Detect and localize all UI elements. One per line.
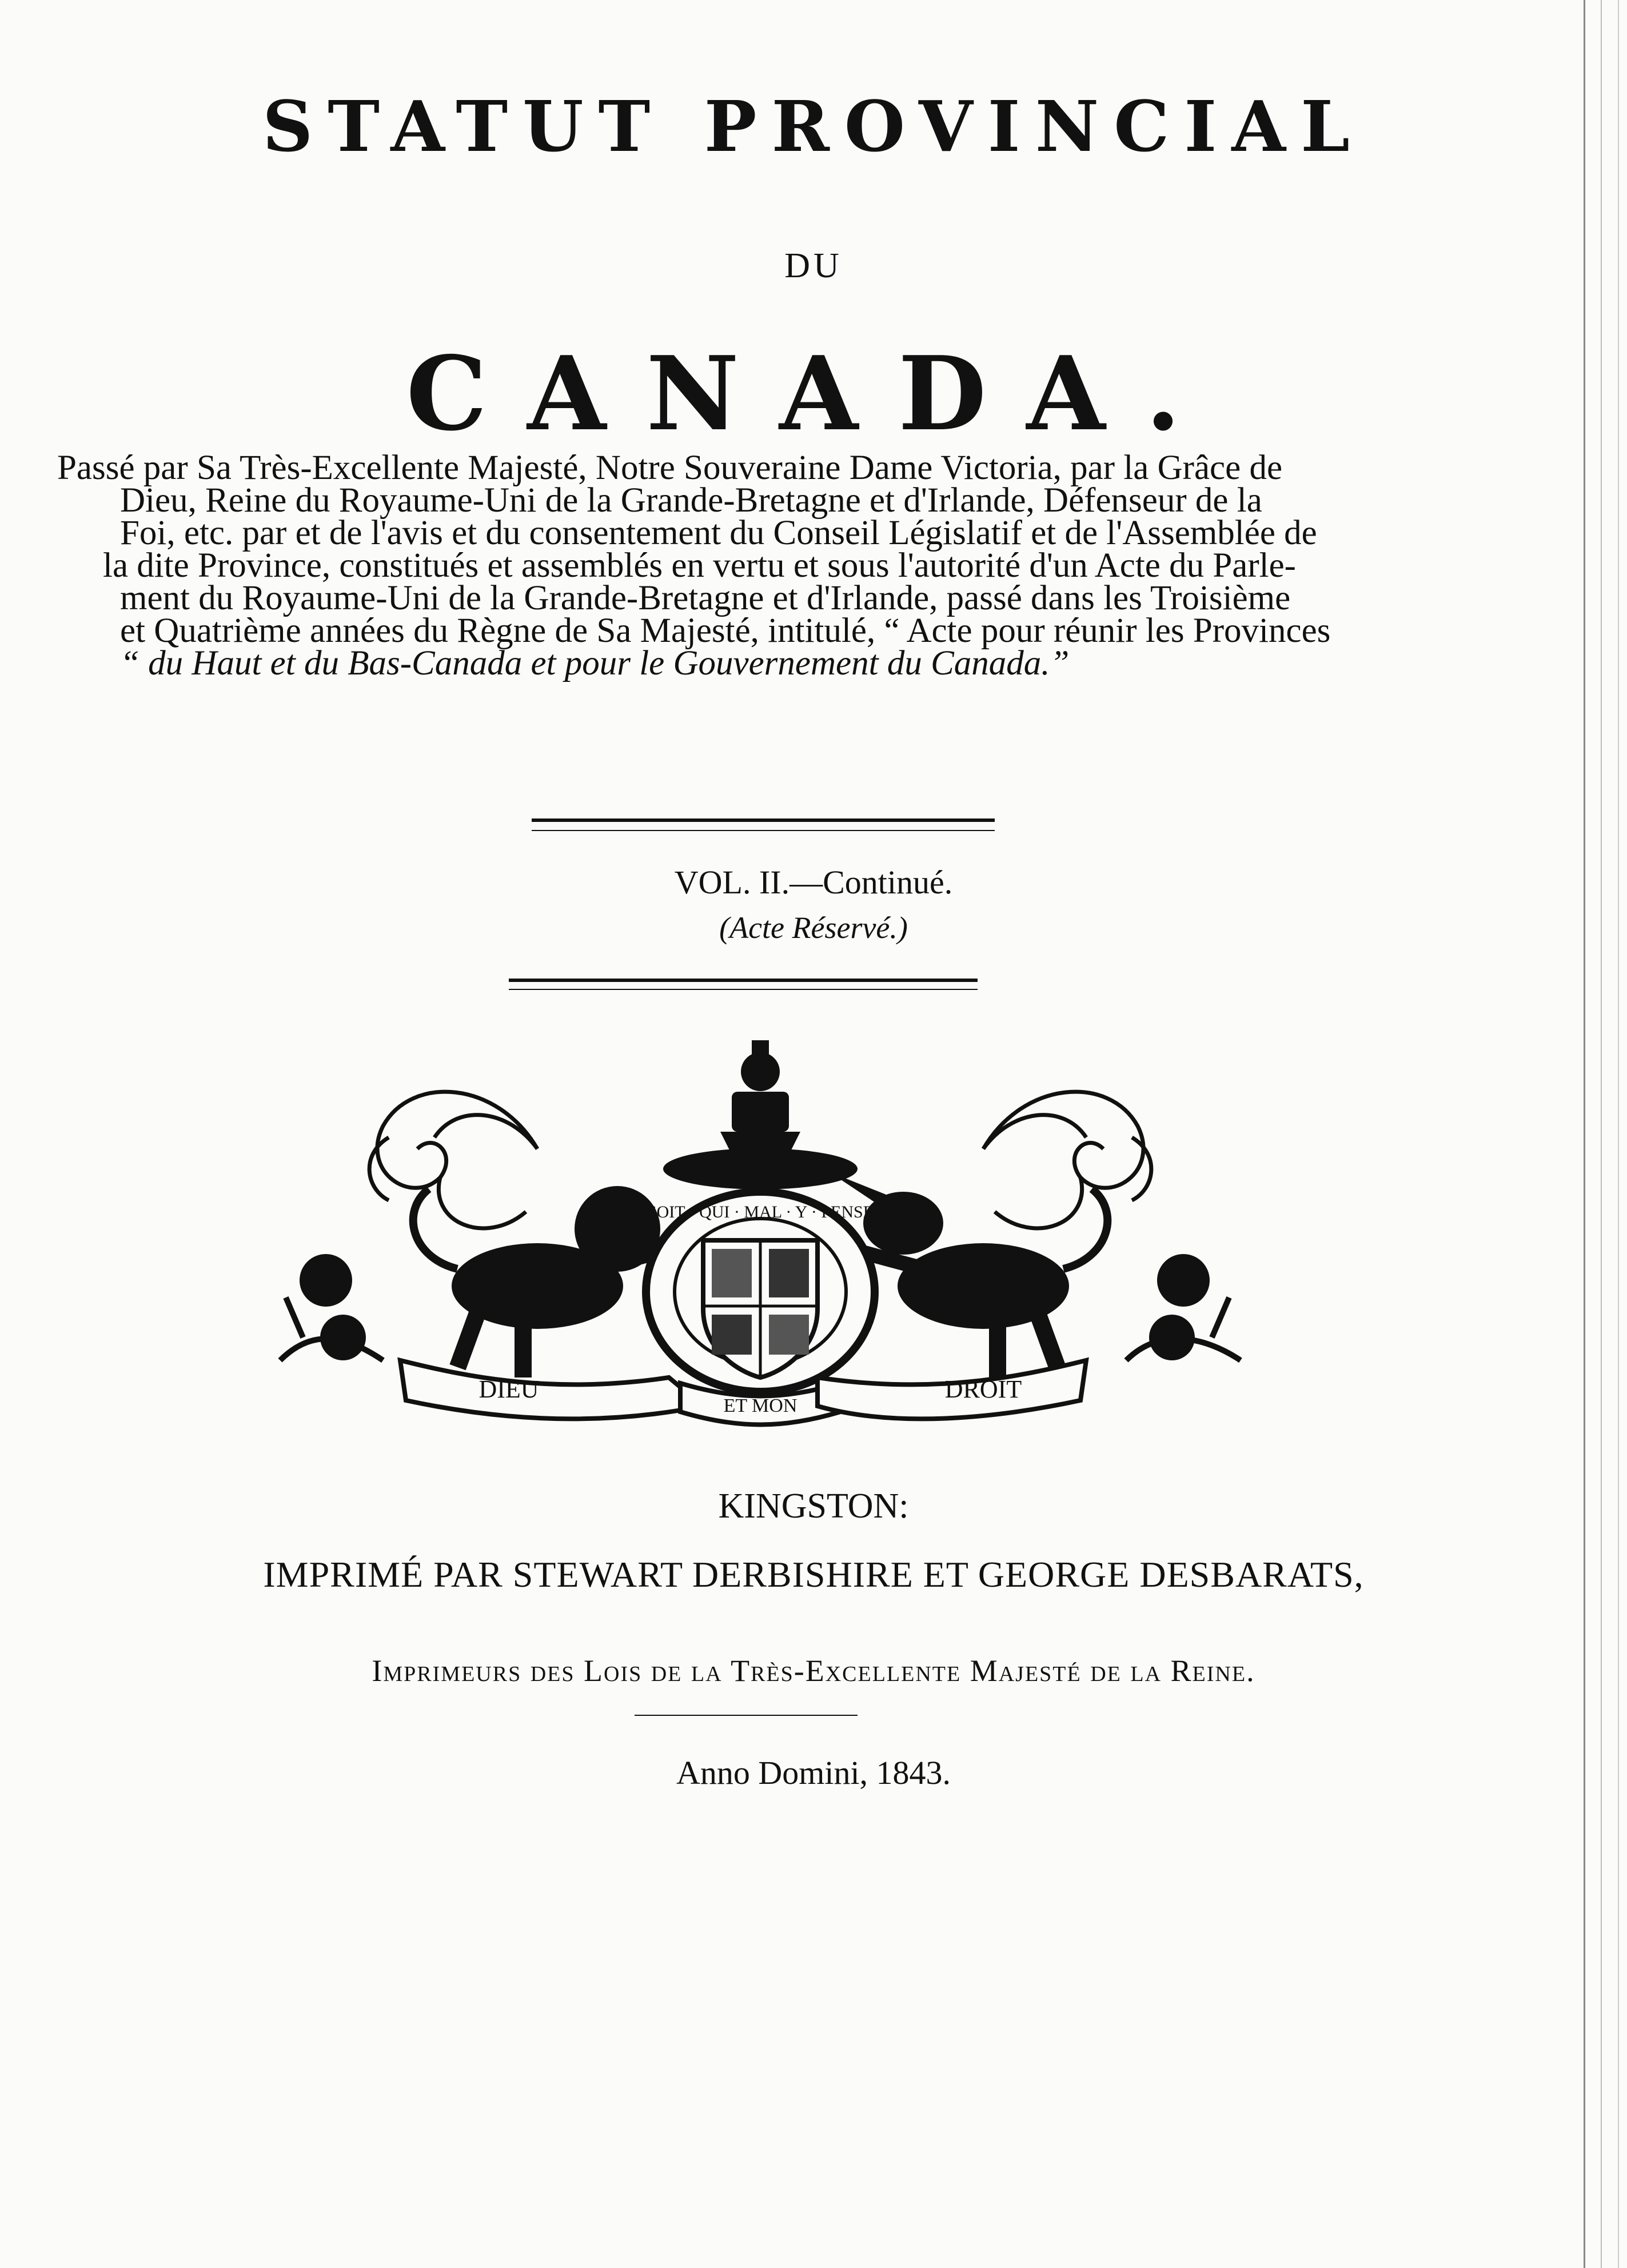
top-rule [532, 818, 995, 822]
volume-label: VOL. II.—Continué. [674, 864, 953, 901]
garter-shield [646, 1192, 875, 1392]
page-edge-speckle [1578, 0, 1627, 2268]
bottom-rule-thin [509, 989, 978, 990]
title-du: DU [784, 246, 843, 285]
garter-motto: SOIT · QUI · MAL · Y · PENSE [647, 1203, 874, 1221]
preamble-line: “ du Haut et du Bas-Canada et pour le Gouvernement du Canada.” [120, 644, 1070, 682]
preamble-line: Passé par Sa Très-Excellente Majesté, Notre Souveraine Dame Victoria, par la Grâce de [57, 449, 1283, 487]
royal-coat-of-arms-icon [269, 1040, 1252, 1440]
preamble-line: ment du Royaume-Uni de la Grande-Bretagne et d'Irlande, passé dans les Troisième [120, 579, 1291, 617]
acte-reserve: (Acte Réservé.) [719, 911, 908, 945]
preamble-line: Dieu, Reine du Royaume-Uni de la Grande-Bretagne et d'Irlande, Défenseur de la [120, 481, 1262, 520]
mantling-right [983, 1092, 1151, 1228]
publication-year: Anno Domini, 1843. [676, 1754, 951, 1791]
motto-middle: ET MON [723, 1395, 797, 1416]
country-title: CANADA. [406, 334, 1221, 453]
printers-line: IMPRIMÉ PAR STEWART DERBISHIRE ET GEORGE DESBARATS, [263, 1554, 1364, 1595]
preamble-line: la dite Province, constitués et assemblés en vertu et sous l'autorité d'un Acte du Parle- [103, 546, 1296, 585]
rose-left [280, 1254, 383, 1360]
preamble [57, 449, 1486, 682]
printers-title: Imprimeurs des Lois de la Très-Excellente Majesté de la Reine. [372, 1654, 1255, 1688]
place-of-publication: KINGSTON: [718, 1487, 909, 1526]
crest [663, 1040, 858, 1189]
mantling-left [369, 1092, 537, 1228]
rose-right [1126, 1254, 1241, 1360]
preamble-line: et Quatrième années du Règne de Sa Majesté, intitulé, “ Acte pour réunir les Provinces [120, 612, 1331, 650]
motto-left: DIEU [478, 1375, 539, 1403]
top-rule-thin [532, 830, 995, 831]
short-rule [635, 1715, 858, 1716]
preamble-line: Foi, etc. par et de l'avis et du consentement du Conseil Législatif et de l'Assemblée de [120, 514, 1317, 552]
lion-supporter [413, 1186, 670, 1377]
motto-right: DROIT [944, 1375, 1022, 1403]
bottom-rule [509, 979, 978, 982]
statute-title: STATUT PROVINCIAL [262, 85, 1365, 167]
